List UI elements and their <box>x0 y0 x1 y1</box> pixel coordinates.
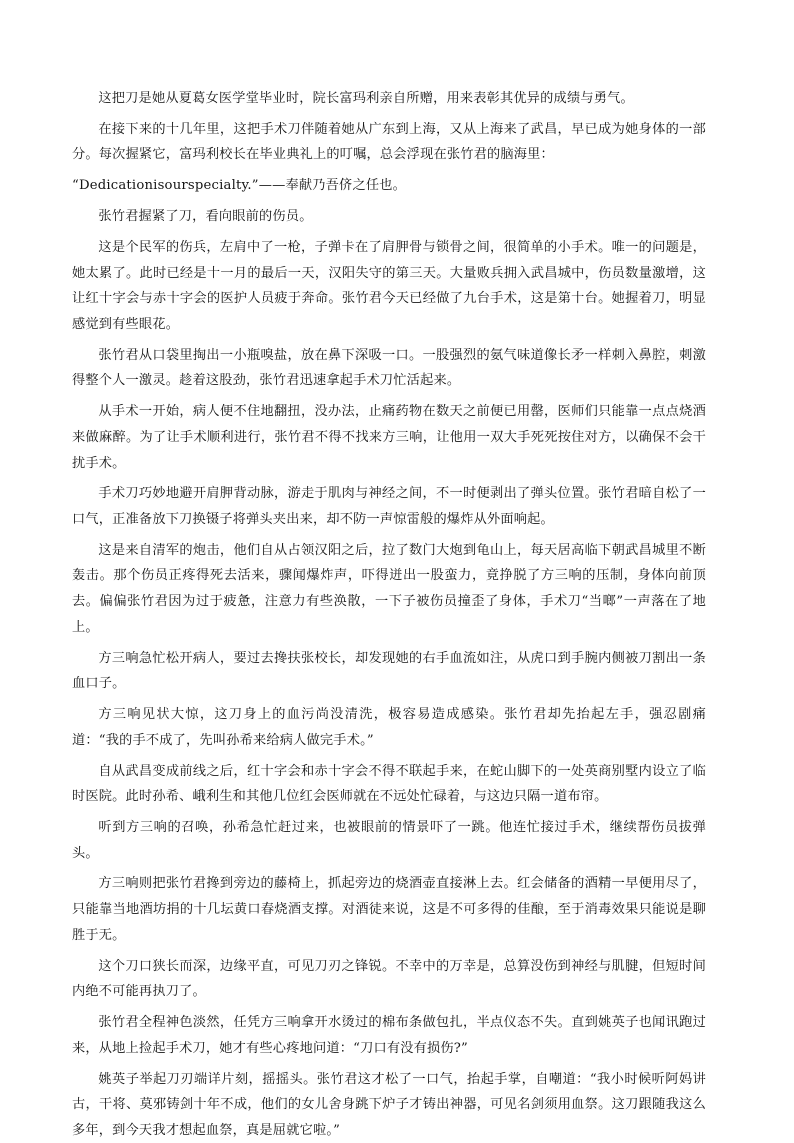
paragraph-3-quote: “Dedicationisourspecialty.”——奉献乃吾侪之任也。 <box>72 178 406 194</box>
paragraph-12: 自从武昌变成前线之后，红十字会和赤十字会不得不联起手来，在蛇山脚下的一处英商别墅内设立了临时医院。此时孙希、峨利生和其他几位红会医师就在不远处忙碌着，与这边只隔一道布帘。 <box>72 763 706 805</box>
paragraph-8: 手术刀巧妙地避开肩胛背动脉，游走于肌肉与神经之间，不一时便剥出了弹头位置。张竹君暗自松了一口气，正准备放下刀换镊子将弹头夹出来，却不防一声惊雷般的爆炸从外面响起。 <box>72 486 706 527</box>
paragraph-9: 这是来自清军的炮击，他们自从占领汉阳之后，拉了数门大炮到龟山上，每天居高临下朝武昌城里不断轰击。那个伤员正疼得死去活来，骤闻爆炸声，吓得迸出一股蛮力，竟挣脱了方三响的压制，身体向前顶去。偏偏张竹君因为过于疲惫，注意力有些涣散，一下子被伤员撞歪了身体，手术刀“当啷”一声落在了地上。 <box>72 542 706 635</box>
paragraph-6: 张竹君从口袋里掏出一小瓶嗅盐，放在鼻下深吸一口。一股强烈的氨气味道像长矛一样刺入鼻腔，刺激得整个人一激灵。趁着这股劲，张竹君迅速拿起手术刀忙活起来。 <box>72 347 706 389</box>
paragraph-14: 方三响则把张竹君搀到旁边的藤椅上，抓起旁边的烧酒壶直接淋上去。红会储备的酒精一早便用尽了，只能靠当地酒坊捐的十几坛黄口春烧酒支撑。对酒徒来说，这是不可多得的佳酿，至于消毒效果只能说是聊胜于无。 <box>72 876 706 943</box>
paragraph-5: 这是个民军的伤兵，左肩中了一枪，子弹卡在了肩胛骨与锁骨之间，很简单的小手术。唯一的问题是，她太累了。此时已经是十一月的最后一天，汉阳失守的第三天。大量败兵拥入武昌城中，伤员数量激增，这让红十字会与赤十字会的医护人员疲于奔命。张竹君今天已经做了九台手术，这是第十台。她握着刀，明显感觉到有些眼花。 <box>72 240 706 332</box>
paragraph-13: 听到方三响的召唤，孙希急忙赶过来，也被眼前的情景吓了一跳。他连忙接过手术，继续帮伤员拔弹头。 <box>72 820 706 861</box>
paragraph-16: 张竹君全程神色淡然，任凭方三响拿开水烫过的棉布条做包扎，半点仪态不失。直到姚英子也闻讯跑过来，从地上捡起手术刀，她才有些心疼地问道：“刀口有没有损伤?” <box>72 1015 706 1056</box>
paragraph-11: 方三响见状大惊，这刀身上的血污尚没清洗，极容易造成感染。张竹君却先抬起左手，强忍剧痛道：“我的手不成了，先叫孙希来给病人做完手术。” <box>72 707 706 748</box>
paragraph-4: 张竹君握紧了刀，看向眼前的伤员。 <box>98 209 313 225</box>
paragraph-15: 这个刀口狭长而深，边缘平直，可见刀刃之锋锐。不幸中的万幸是，总算没伤到神经与肌腱，但短时间内绝不可能再执刀了。 <box>72 958 706 1000</box>
paragraph-10: 方三响急忙松开病人，要过去搀扶张校长，却发现她的右手血流如注，从虎口到手腕内侧被刀割出一条血口子。 <box>72 650 706 692</box>
paragraph-2: 在接下来的十几年里，这把手术刀伴随着她从广东到上海，又从上海来了武昌，早已成为她身体的一部分。每次握紧它，富玛利校长在毕业典礼上的叮嘱，总会浮现在张竹君的脑海里： <box>72 121 706 163</box>
paragraph-1: 这把刀是她从夏葛女医学堂毕业时，院长富玛利亲自所赠，用来表彰其优异的成绩与勇气。 <box>98 91 634 106</box>
paragraph-7: 从手术一开始，病人便不住地翻扭，没办法，止痛药物在数天之前便已用罄，医师们只能靠一点点烧酒来做麻醉。为了让手术顺利进行，张竹君不得不找来方三响，让他用一双大手死死按住对方，以确保不会干扰手术。 <box>72 404 706 471</box>
paragraph-17: 姚英子举起刀刃端详片刻，摇摇头。张竹君这才松了一口气，抬起手掌，自嘲道：“我小时候听阿妈讲古，干将、莫邪铸剑十年不成，他们的女儿舍身跳下炉子才铸出神器，可见名剑须用血祭。这刀跟随我这么多年，到今天我才想起血祭，真是屈就它啦。” <box>72 1071 706 1138</box>
